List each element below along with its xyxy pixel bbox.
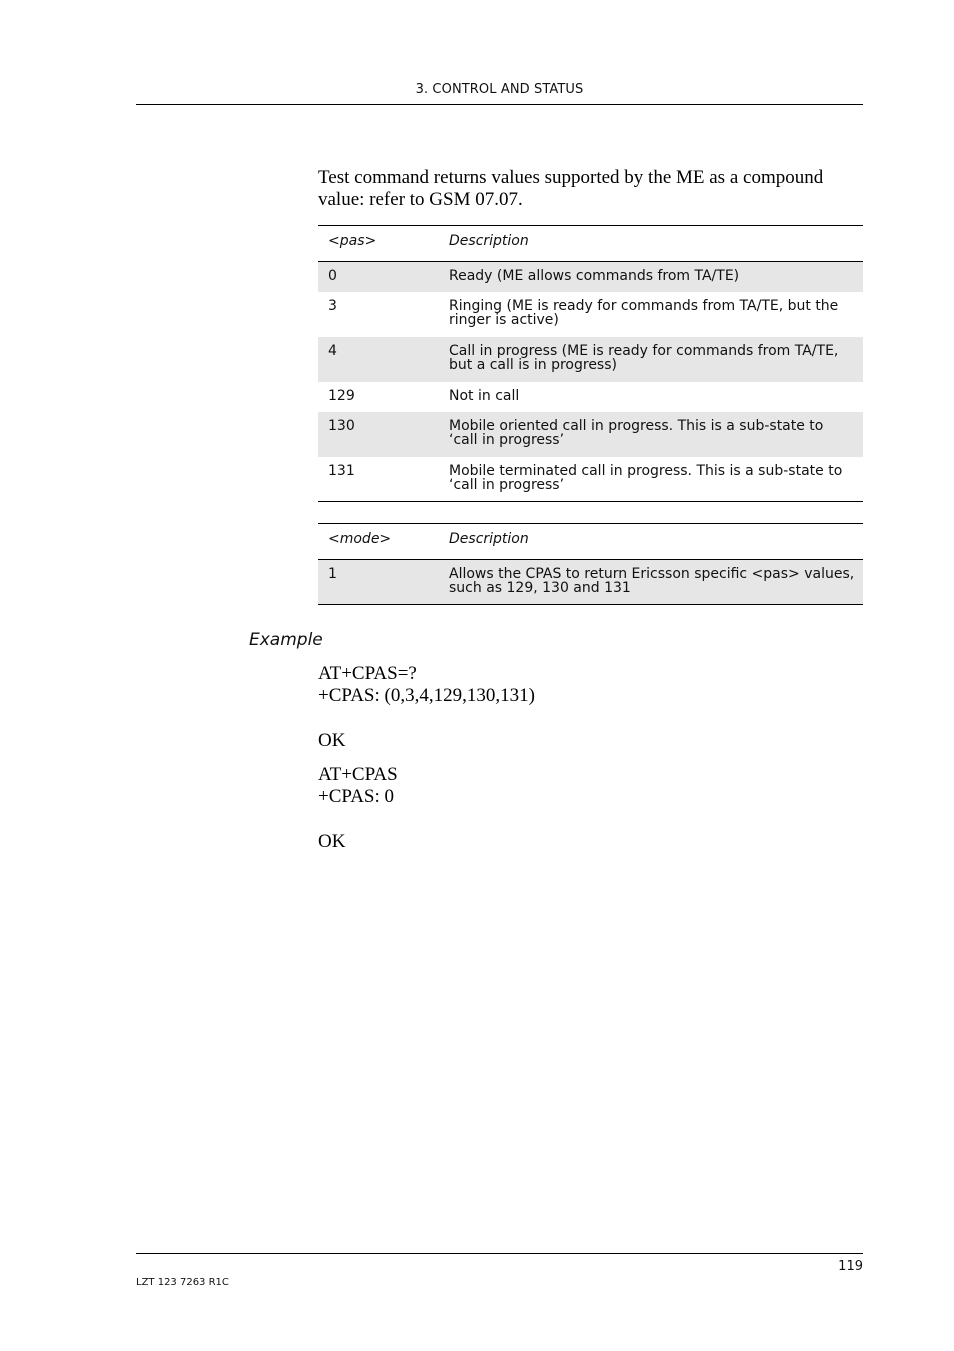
mode-description: Allows the CPAS to return Ericsson specific <pas> values, such as 129, 130 and 131	[449, 566, 855, 596]
pas-value: 4	[328, 342, 337, 359]
pas-description: Call in progress (ME is ready for commands from TA/TE, but a call is in progress)	[449, 342, 839, 373]
pas-description: Mobile oriented call in progress. This is a sub-state to ‘call in progress’	[449, 417, 824, 448]
pas-value: 0	[328, 268, 337, 284]
intro-paragraph: Test command returns values supported by the ME as a compound value: refer to GSM 07.07.	[318, 167, 824, 210]
pas-description: Ready (ME allows commands from TA/TE)	[449, 268, 740, 284]
document-id: LZT 123 7263 R1C	[136, 1277, 229, 1288]
example-command-1: AT+CPAS=?	[318, 663, 417, 684]
table-row	[318, 560, 863, 605]
running-header: 3. CONTROL AND STATUS	[415, 82, 584, 97]
footer-rule	[136, 1253, 863, 1254]
mode-table-header	[318, 524, 863, 560]
example-heading: Example	[249, 630, 323, 650]
example-ok-2: OK	[318, 831, 346, 852]
pas-value: 131	[328, 462, 355, 479]
table-row	[318, 262, 863, 292]
description-column-header: Description	[449, 531, 529, 547]
table-row	[318, 382, 863, 412]
header-rule	[136, 104, 863, 105]
table-row	[318, 292, 863, 337]
example-response-2: +CPAS: 0	[318, 786, 395, 807]
example-response-1: +CPAS: (0,3,4,129,130,131)	[318, 685, 535, 706]
mode-table	[318, 523, 863, 605]
example-ok-1: OK	[318, 730, 346, 751]
page-number: 119	[838, 1259, 863, 1274]
description-column-header: Description	[449, 233, 529, 249]
pas-description: Mobile terminated call in progress. This is a sub-state to ‘call in progress’	[449, 462, 843, 493]
pas-table-header	[318, 226, 863, 262]
table-row	[318, 457, 863, 502]
table-row	[318, 412, 863, 457]
pas-column-header: <pas>	[328, 233, 377, 249]
pas-value: 130	[328, 417, 355, 434]
example-command-2: AT+CPAS	[318, 764, 398, 785]
table-row	[318, 337, 863, 382]
mode-column-header: <mode>	[328, 531, 392, 547]
mode-value: 1	[328, 566, 337, 582]
pas-table	[318, 225, 863, 502]
pas-description: Not in call	[449, 387, 520, 404]
pas-description: Ringing (ME is ready for commands from TA/TE, but the ringer is active)	[449, 297, 839, 328]
pas-value: 129	[328, 387, 355, 404]
pas-value: 3	[328, 297, 337, 314]
